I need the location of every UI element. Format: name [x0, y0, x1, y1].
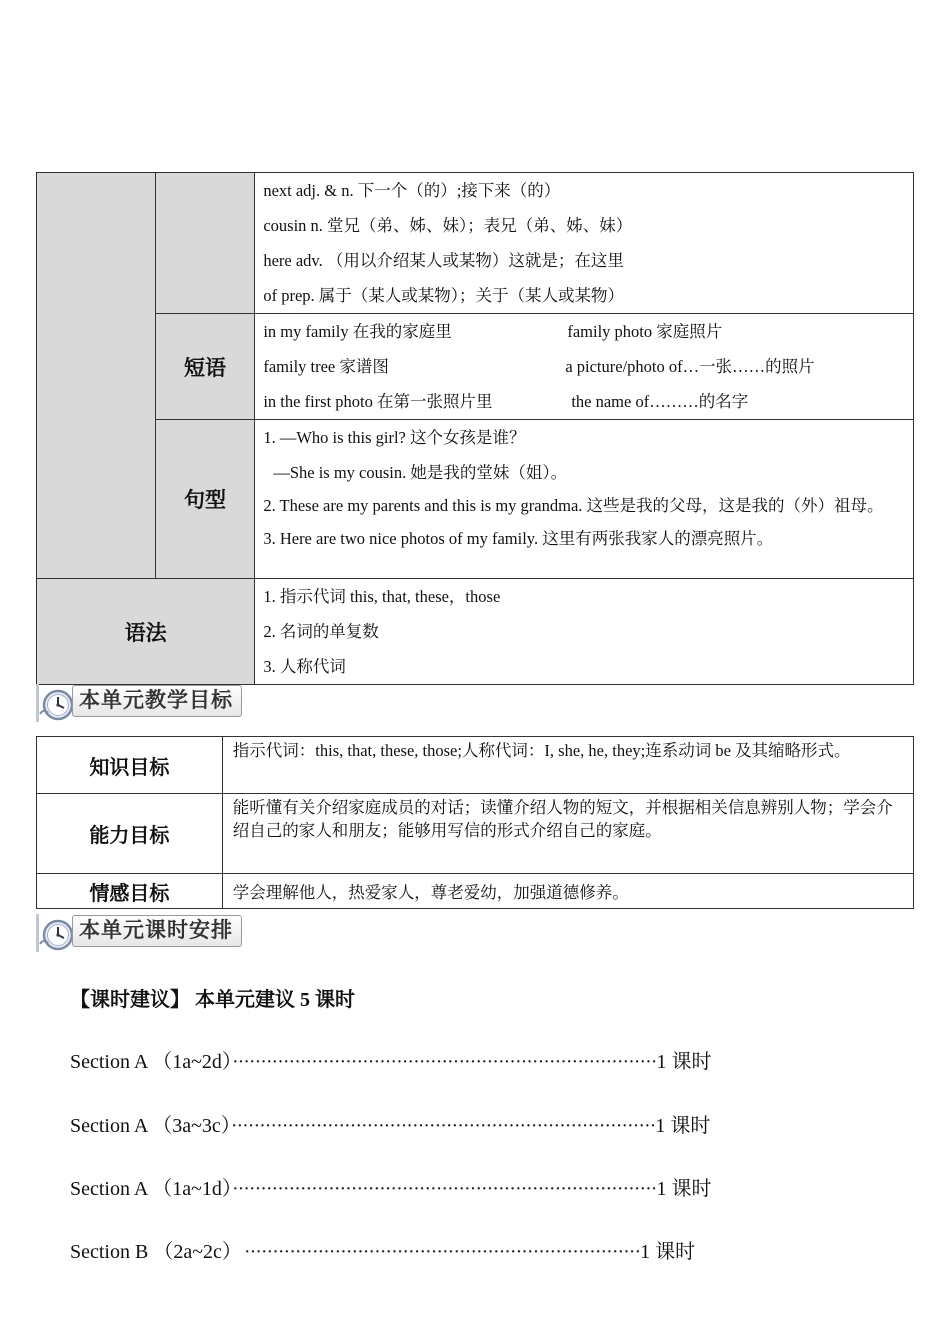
- grammar-row: 1. 指示代词 this, that, these，those: [263, 587, 501, 606]
- schedule-hours: 1 课时: [640, 1241, 696, 1263]
- phrase-left: family tree 家谱图: [263, 357, 389, 376]
- grammar-label: 语法: [37, 579, 255, 685]
- schedule-banner-title: 本单元课时安排: [72, 915, 242, 947]
- phrase-row: [255, 384, 913, 419]
- phrases-cell: [255, 314, 914, 420]
- goals-table: [36, 736, 914, 909]
- goal-label: 知识目标: [37, 737, 223, 794]
- clock-icon: [36, 914, 74, 952]
- vocab-table: [36, 172, 914, 685]
- goal-text: 能听懂有关介绍家庭成员的对话；读懂介绍人物的短文，并根据相关信息辨别人物；学会介绍自己的家人和朋友；能够用写信的形式介绍自己的家庭。: [222, 794, 913, 874]
- schedule-row: [70, 1109, 710, 1138]
- phrase-row: [255, 349, 913, 384]
- leader-dots: ···········································································: [231, 1051, 657, 1073]
- schedule-hours: 1 课时: [656, 1178, 712, 1200]
- schedule-hours: 1 课时: [656, 1051, 712, 1073]
- leader-dots: ······································································: [243, 1241, 641, 1263]
- clock-icon: [36, 684, 74, 722]
- sentences-label: 句型: [155, 420, 255, 579]
- grammar-row: 3. 人称代词: [263, 657, 346, 676]
- phrase-left: in my family 在我的家庭里: [263, 322, 452, 341]
- words-label-cell: [155, 173, 255, 314]
- schedule-row: [70, 1045, 711, 1074]
- goal-text: 指示代词：this, that, these, those;人称代词：I, she, he, they;连系动词 be 及其缩略形式。: [222, 737, 913, 794]
- sentence-row: 1. —Who is this girl? 这个女孩是谁？: [263, 428, 526, 447]
- sentence-row: 2. These are my parents and this is my grandma. 这些是我的父母，这是我的（外）祖母。: [263, 496, 884, 515]
- goal-text: 学会理解他人，热爱家人，尊老爱幼，加强道德修养。: [222, 874, 913, 909]
- schedule-section: Section A （1a~1d）: [70, 1178, 232, 1200]
- word-row: cousin n. 堂兄（弟、姊、妹）；表兄（弟、姊、妹）: [263, 216, 633, 235]
- word-row: of prep. 属于（某人或某物）；关于（某人或某物）: [263, 286, 625, 305]
- schedule-row: [70, 1172, 711, 1201]
- schedule-row: [70, 1235, 695, 1264]
- sentence-row: —She is my cousin. 她是我的堂妹（姐）。: [273, 463, 568, 482]
- phrase-left: in the first photo 在第一张照片里: [263, 392, 493, 411]
- side-label-cell: [37, 173, 156, 579]
- phrase-row: [255, 314, 913, 349]
- phrases-label: 短语: [155, 314, 255, 420]
- goal-label: 情感目标: [37, 874, 223, 909]
- word-row: here adv. （用以介绍某人或某物）这就是；在这里: [263, 251, 624, 270]
- leader-dots: ···········································································: [230, 1115, 656, 1137]
- goal-label: 能力目标: [37, 794, 223, 874]
- grammar-cell: [255, 579, 914, 685]
- grammar-row: 2. 名词的单复数: [263, 622, 379, 641]
- phrase-right: the name of………的名字: [571, 392, 749, 411]
- words-cell: [255, 173, 914, 314]
- sentences-cell: [255, 420, 914, 579]
- schedule-section: Section A （1a~2d）: [70, 1051, 232, 1073]
- phrase-right: a picture/photo of…一张……的照片: [565, 357, 815, 376]
- goals-banner-title: 本单元教学目标: [72, 685, 242, 717]
- sentence-row: 3. Here are two nice photos of my family. 这里有两张我家人的漂亮照片。: [263, 529, 774, 548]
- schedule-section: Section A （3a~3c）: [70, 1115, 231, 1137]
- phrase-right: family photo 家庭照片: [567, 322, 723, 341]
- schedule-title: 【课时建议】 本单元建议 5 课时: [70, 989, 355, 1011]
- goals-banner: [36, 682, 266, 718]
- word-row: next adj. & n. 下一个（的）;接下来（的）: [263, 181, 561, 200]
- schedule-banner: [36, 912, 266, 948]
- schedule-hours: 1 课时: [655, 1115, 711, 1137]
- schedule-section: Section B （2a~2c）: [70, 1241, 232, 1263]
- leader-dots: ···········································································: [231, 1178, 657, 1200]
